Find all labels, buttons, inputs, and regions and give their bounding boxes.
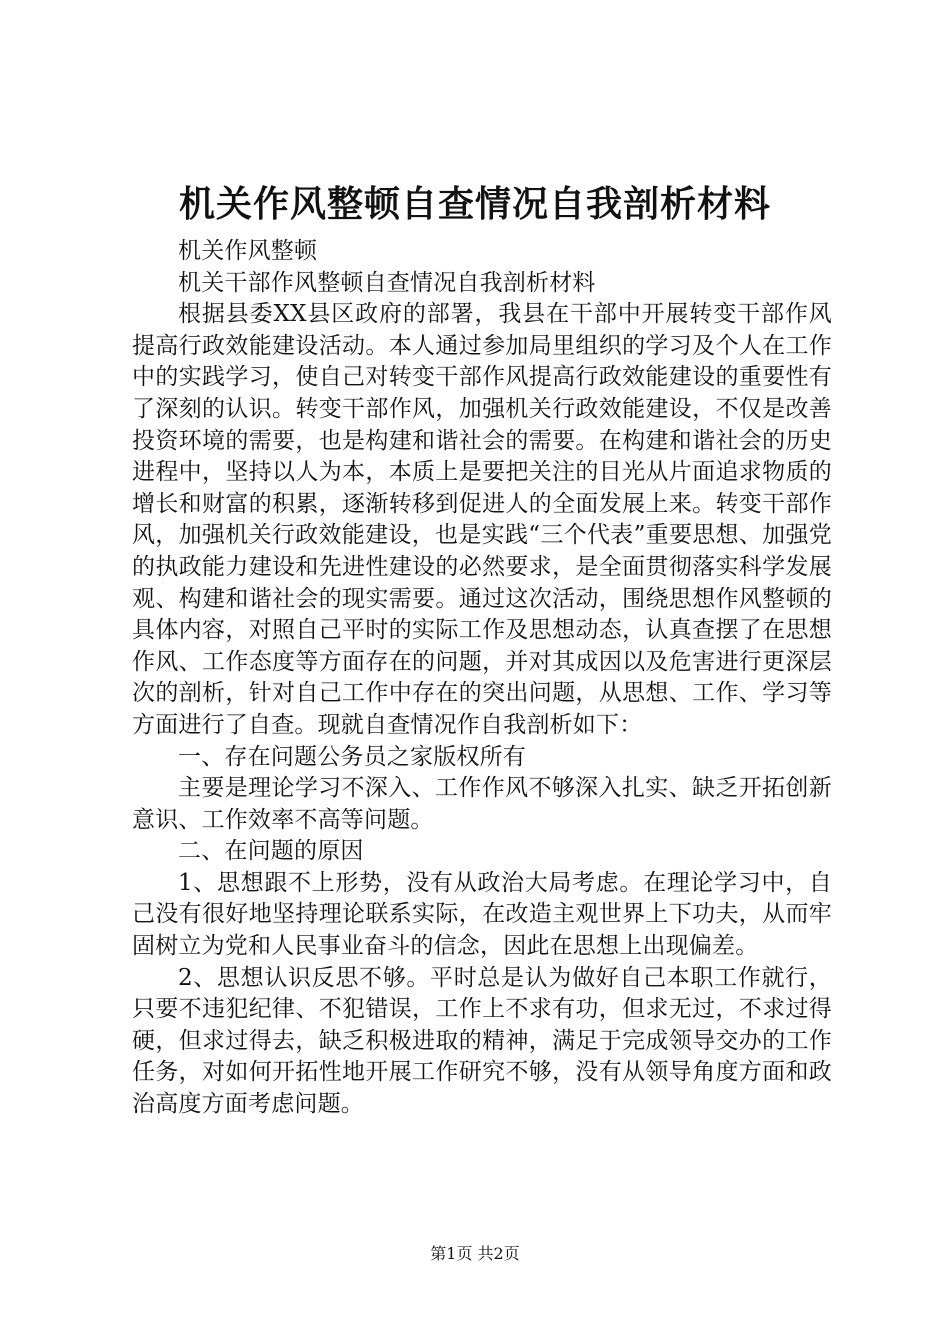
paragraph-intro: 根据县委XX县区政府的部署，我县在干部中开展转变干部作风提高行政效能建设活动。本人通过参加局里组织的学习及个人在工作中的实践学习，使自己对转变干部作风提高行政效能建设的重要性有了深刻的认识。转变干部作风，加强机关行政效能建设，不仅是改善投资环境的需要，也是构建和谐社会的需要。在构建和谐社会的历史进程中，坚持以人为本，本质上是要把关注的目光从片面追求物质的增长和财富的积累，逐渐转移到促进人的全面发展上来。转变干部作风，加强机关行政效能建设，也是实践“三个代表”重要思想、加强党的执政能力建设和先进性建设的必然要求，是全面贯彻落实科学发展观、构建和谐社会的现实需要。通过这次活动，围绕思想作风整顿的具体内容，对照自己平时的实际工作及思想动态，认真查摆了在思想作风、工作态度等方面存在的问题，并对其成因以及危害进行更深层次的剖析，针对自己工作中存在的突出问题，从思想、工作、学习等方面进行了自查。现就自查情况作自我剖析如下： [132, 301, 832, 738]
paragraph-cause-2: 2、思想认识反思不够。平时总是认为做好自己本职工作就行，只要不违犯纪律、不犯错误，工作上不求有功，但求无过，不求过得硬，但求过得去，缺乏积极进取的精神，满足于完成领导交办的工作任务，对如何开拓性地开展工作研究不够，没有从领导角度方面和政治高度方面考虑问题。 [132, 964, 832, 1118]
paragraph-problems: 主要是理论学习不深入、工作作风不够深入扎实、缺乏开拓创新意识、工作效率不高等问题。 [132, 775, 832, 833]
document-title: 机关作风整顿自查情况自我剖析材料 [178, 183, 771, 225]
document-body [132, 236, 832, 1121]
paragraph-subtitle-2: 机关干部作风整顿自查情况自我剖析材料 [178, 269, 596, 296]
page-footer [0, 1244, 950, 1264]
section-heading-problems: 一、存在问题公务员之家版权所有 [178, 743, 526, 770]
paragraph-cause-1: 1、思想跟不上形势，没有从政治大局考虑。在理论学习中，自己没有很好地坚持理论联系实际，在改造主观世界上下功夫，从而牢固树立为党和人民事业奋斗的信念，因此在思想上出现偏差。 [132, 869, 832, 960]
section-heading-causes: 二、在问题的原因 [178, 838, 364, 865]
page-number-total: 共2页 [477, 1244, 520, 1263]
page-number-current: 第1页 [430, 1244, 473, 1263]
paragraph-subtitle-1: 机关作风整顿 [178, 238, 318, 264]
